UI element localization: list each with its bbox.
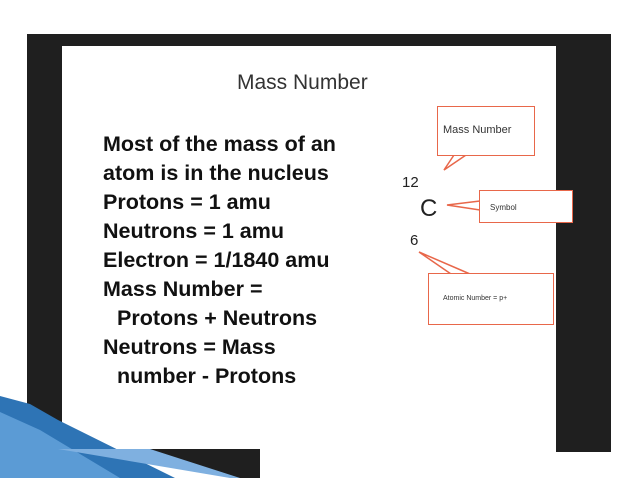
symbol-callout	[479, 190, 573, 223]
slide-title: Mass Number	[237, 71, 368, 94]
mass-number-value: 12	[402, 174, 419, 191]
body-line: atom is in the nucleus	[103, 161, 329, 185]
atomic-number-callout	[428, 273, 554, 325]
corner-swoosh-dark	[150, 449, 260, 478]
body-line: Protons + Neutrons	[117, 306, 318, 330]
atomic-number-callout-label: Atomic Number = p+	[443, 295, 508, 302]
symbol-pointer	[447, 201, 480, 210]
slide	[62, 46, 556, 452]
mass-number-callout-label: Mass Number	[443, 124, 512, 136]
body-line: Most of the mass of an	[103, 132, 336, 156]
element-symbol: C	[420, 195, 438, 222]
mass-number-pointer	[444, 155, 466, 170]
corner-swoosh-light	[58, 449, 250, 478]
body-line: Protons = 1 amu	[103, 190, 271, 214]
body-line: Electron = 1/1840 amu	[103, 248, 330, 272]
body-line: Neutrons = 1 amu	[103, 219, 285, 243]
atomic-number-pointer	[419, 252, 470, 274]
mass-number-callout	[437, 106, 535, 156]
symbol-callout-label: Symbol	[490, 203, 517, 212]
body-line: Mass Number =	[103, 277, 263, 301]
body-line: number - Protons	[117, 364, 297, 388]
atomic-number-value: 6	[410, 232, 419, 249]
body-line: Neutrons = Mass	[103, 335, 276, 359]
